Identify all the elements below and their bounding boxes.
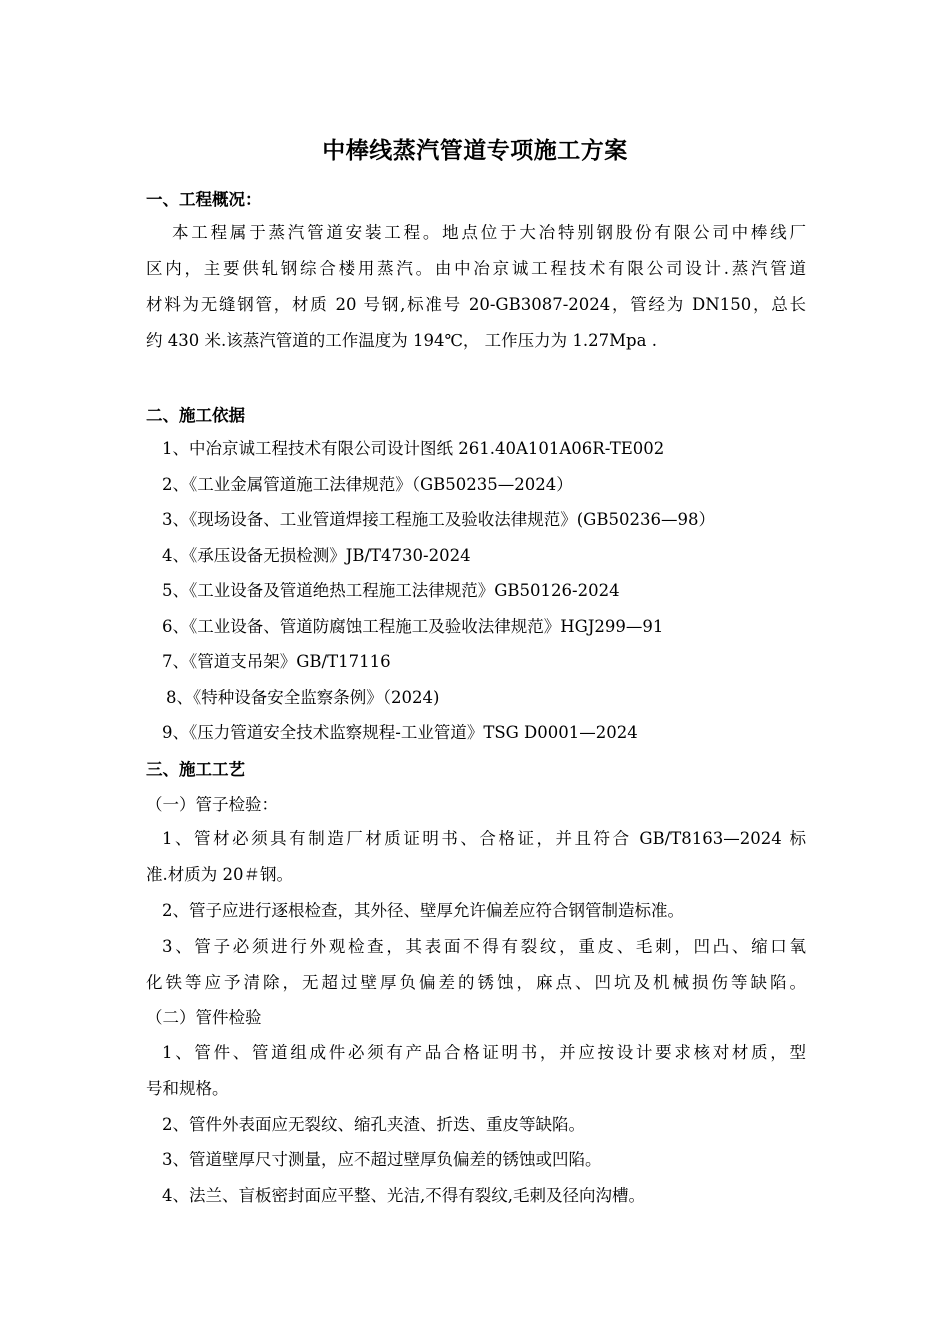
basis-item-9: 9、《压力管道安全技术监察规程-工业管道》TSG D0001—2024 [162,723,638,742]
basis-item-1: 1、中冶京诚工程技术有限公司设计图纸 261.40A101A06R-TE002 [162,439,665,458]
fitting-inspection-line-4: 3、管道壁厚尺寸测量，应不超过壁厚负偏差的锈蚀或凹陷。 [162,1150,602,1169]
basis-item-3: 3、《现场设备、工业管道焊接工程施工及验收法律规范》(GB50236—98） [162,510,715,529]
section-heading-process: 三、施工工艺 [146,760,245,779]
fitting-inspection-line-2: 号和规格。 [146,1079,229,1098]
basis-item-8: 8、《特种设备安全监察条例》（2024) [166,688,440,707]
pipe-inspection-line-1: 1、管材必须具有制造厂材质证明书、合格证，并且符合 GB/T8163—2024 标 [162,829,806,848]
overview-line-3: 材料为无缝钢管，材质 20 号钢,标准号 20-GB3087-2024，管经为 DN150，总长 [146,295,806,314]
section-heading-basis: 二、施工依据 [146,406,245,425]
basis-item-4: 4、《承压设备无损检测》JB/T4730-2024 [162,546,471,565]
basis-item-7: 7、《管道支吊架》GB/T17116 [162,652,391,671]
document-title: 中棒线蒸汽管道专项施工方案 [322,137,628,164]
fitting-inspection-line-3: 2、管件外表面应无裂纹、缩孔夹渣、折迭、重皮等缺陷。 [162,1115,585,1134]
section-heading-overview: 一、工程概况： [146,190,262,209]
basis-item-5: 5、《工业设备及管道绝热工程施工法律规范》GB50126-2024 [162,581,620,600]
overview-line-4: 约 430 米.该蒸汽管道的工作温度为 194℃， 工作压力为 1.27Mpa . [146,331,657,350]
pipe-inspection-line-3: 2、管子应进行逐根检查，其外径、壁厚允许偏差应符合钢管制造标准。 [162,901,684,920]
pipe-inspection-line-5: 化铁等应予清除，无超过壁厚负偏差的锈蚀，麻点、凹坑及机械损伤等缺陷。 [146,973,806,992]
subheading-fitting-inspection: （二）管件检验 [146,1008,262,1027]
fitting-inspection-line-1: 1、管件、管道组成件必须有产品合格证明书，并应按设计要求核对材质，型 [162,1043,806,1062]
pipe-inspection-line-2: 准.材质为 20＃钢。 [146,865,293,884]
subheading-pipe-inspection: （一）管子检验： [146,795,278,814]
basis-item-6: 6、《工业设备、管道防腐蚀工程施工及验收法律规范》HGJ299—91 [162,617,664,636]
basis-item-2: 2、《工业金属管道施工法律规范》（GB50235—2024） [162,475,573,494]
overview-line-1: 本工程属于蒸汽管道安装工程。地点位于大冶特别钢股份有限公司中棒线厂 [172,223,806,242]
overview-line-2: 区内，主要供轧钢综合楼用蒸汽。由中冶京诚工程技术有限公司设计.蒸汽管道 [146,259,806,278]
pipe-inspection-line-4: 3、管子必须进行外观检查，其表面不得有裂纹，重皮、毛刺，凹凸、缩口氧 [162,937,806,956]
fitting-inspection-line-5: 4、法兰、盲板密封面应平整、光洁,不得有裂纹,毛刺及径向沟槽。 [162,1186,645,1205]
